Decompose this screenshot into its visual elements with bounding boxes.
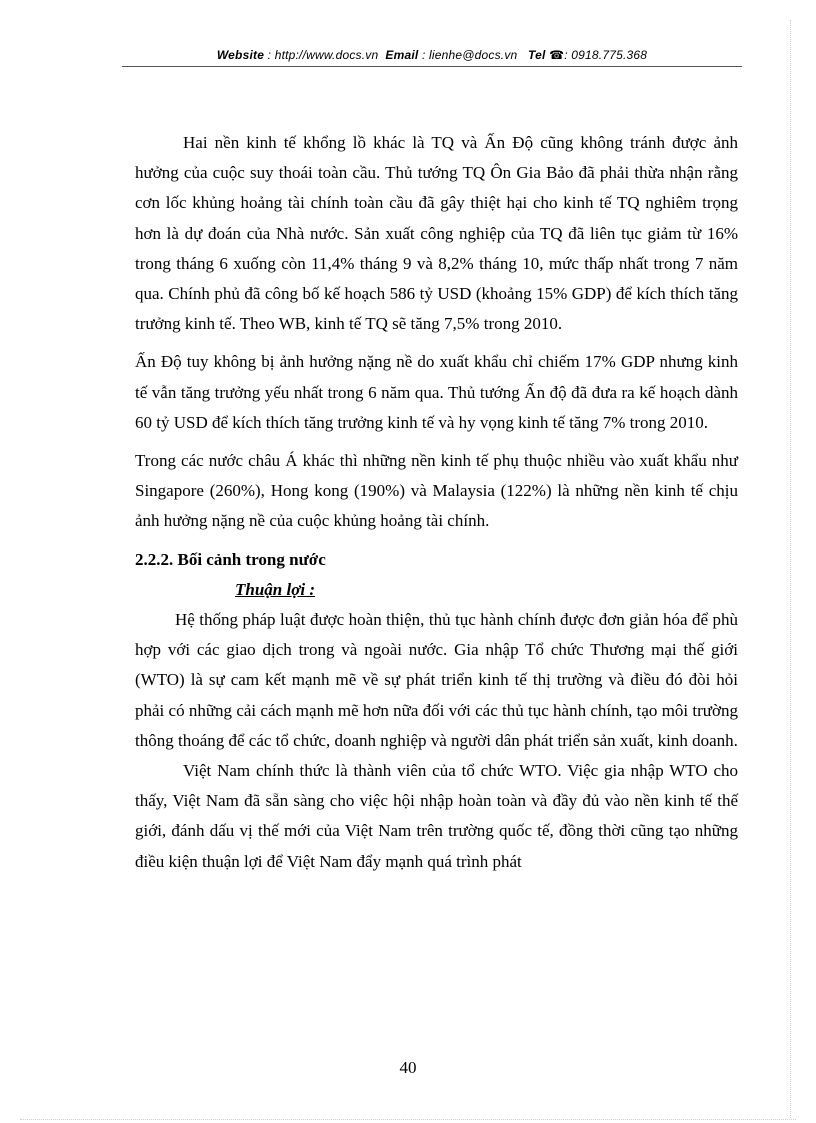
page-header	[122, 48, 742, 62]
email-link[interactable]: : lienhe@docs.vn	[421, 48, 518, 62]
paragraph-asia: Trong các nước châu Á khác thì những nền kinh tế phụ thuộc nhiều vào xuất khẩu như Singapore (260%), Hong kong (190%) và Malaysia (122%) là những nền kinh tế chịu ảnh hưởng nặng nề của cuộc khủng hoảng tài chính.	[135, 451, 738, 531]
page-border-bottom	[20, 1119, 796, 1120]
paragraph-legal-system: Hệ thống pháp luật được hoàn thiện, thủ tục hành chính được đơn giản hóa để phù hợp với các giao dịch trong và ngoài nước. Gia nhập Tổ chức Thương mại thế giới (WTO) là sự cam kết mạnh mẽ về sự phát triển kinh tế thị trường và điều đó đòi hỏi phải có những cải cách mạnh mẽ hơn nữa đối với các thủ tục hành chính, tạo môi trường thông thoáng để các tổ chức, doanh nghiệp và người dân phát triển sản xuất, kinh doanh.	[135, 610, 738, 750]
subsection-heading: Thuận lợi :	[235, 579, 315, 599]
paragraph-india: Ấn Độ tuy không bị ảnh hưởng nặng nề do xuất khẩu chỉ chiếm 17% GDP nhưng kinh tế vẫn tăng trưởng yếu nhất trong 6 năm qua. Thủ tướng Ấn độ đã đưa ra kế hoạch dành 60 tỷ USD để kích thích tăng trưởng kinh tế và hy vọng kinh tế tăng 7% trong 2010.	[135, 352, 738, 432]
tel-value: : 0918.775.368	[564, 48, 648, 62]
tel-label: Tel	[528, 48, 546, 62]
page-number: 40	[399, 1058, 417, 1077]
email-label: Email	[385, 48, 419, 62]
telephone-icon: ☎	[549, 48, 565, 62]
website-label: Website	[216, 48, 265, 62]
page-border-right	[790, 20, 791, 1118]
paragraph-wto: Việt Nam chính thức là thành viên của tổ chức WTO. Việc gia nhập WTO cho thấy, Việt Nam đã sẵn sàng cho việc hội nhập hoàn toàn và đầy đủ vào nền kinh tế thế giới, đánh dấu vị thế mới của Việt Nam trên trường quốc tế, đồng thời cũng tạo những điều kiện thuận lợi để Việt Nam đẩy mạnh quá trình phát	[135, 761, 738, 871]
document-body	[135, 128, 738, 877]
header-divider	[122, 66, 742, 67]
website-link[interactable]: : http://www.docs.vn	[267, 48, 379, 62]
section-heading: 2.2.2. Bối cảnh trong nước	[135, 549, 326, 569]
paragraph-china: Hai nền kinh tế khổng lồ khác là TQ và Ấn Độ cũng không tránh được ảnh hưởng của cuộc suy thoái toàn cầu. Thủ tướng TQ Ôn Gia Bảo đã phải thừa nhận rằng cơn lốc khủng hoảng tài chính toàn cầu đã gây thiệt hại cho kinh tế TQ nghiêm trọng hơn là dự đoán của Nhà nước. Sản xuất công nghiệp của TQ đã liên tục giảm từ 16% trong tháng 6 xuống còn 11,4% tháng 9 và 8,2% tháng 10, mức thấp nhất trong 7 năm qua. Chính phủ đã công bố kế hoạch 586 tỷ USD (khoảng 15% GDP) để kích thích tăng trưởng kinh tế. Theo WB, kinh tế TQ sẽ tăng 7,5% trong 2010.	[135, 133, 738, 334]
